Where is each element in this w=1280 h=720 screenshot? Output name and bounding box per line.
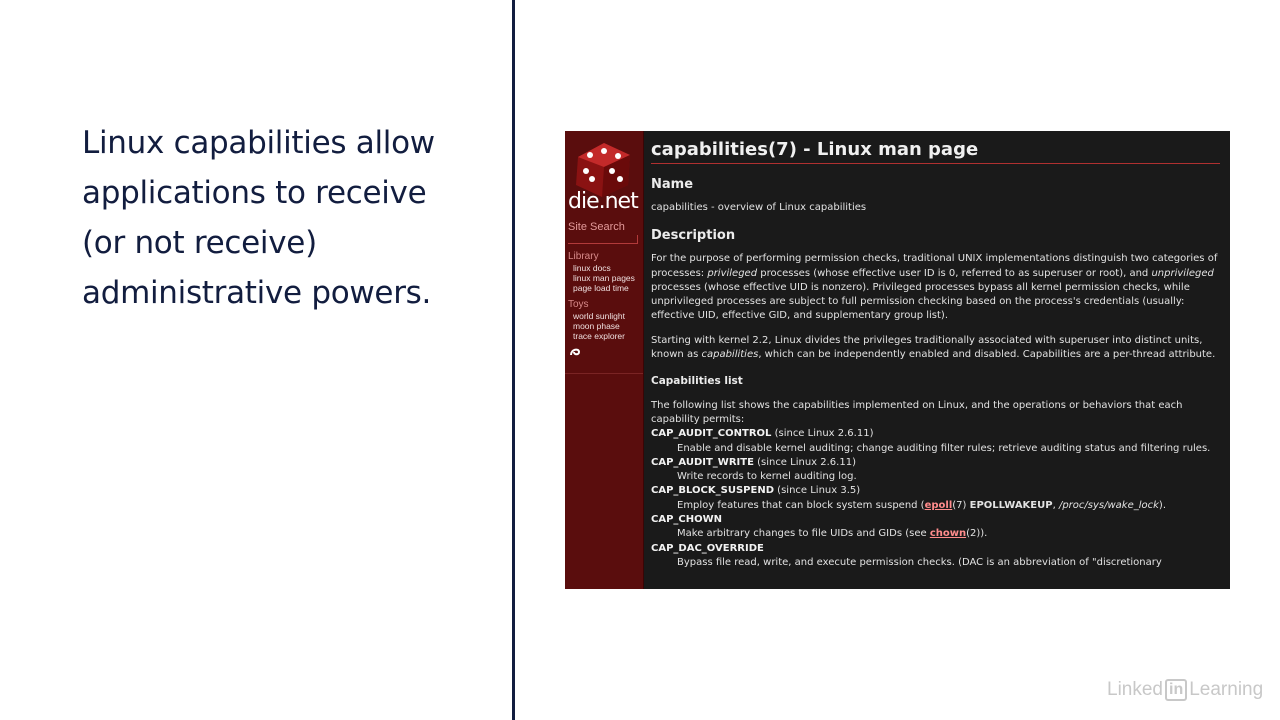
nav-link-linux-man-pages[interactable]: linux man pages — [573, 273, 635, 283]
site-search-input[interactable] — [568, 235, 638, 244]
slide-line-1: Linux capabilities allow — [82, 125, 435, 161]
nav-link-linux-docs[interactable]: linux docs — [573, 263, 611, 273]
watermark-learning: Learning — [1189, 679, 1264, 700]
cap-block-suspend-desc: Employ features that can block system suspend (epoll(7) EPOLLWAKEUP, /proc/sys/wake_lock). — [677, 499, 1167, 511]
linkedin-learning-watermark — [1107, 679, 1263, 701]
slide-text — [82, 118, 482, 318]
nav-link-moon-phase[interactable]: moon phase — [573, 321, 620, 331]
library-section-label: Library — [568, 251, 599, 262]
slide-divider — [512, 0, 515, 720]
nav-link-trace-explorer[interactable]: trace explorer — [573, 331, 625, 341]
cap-audit-control-desc: Enable and disable kernel auditing; change auditing filter rules; retrieve auditing status and filtering rules. — [677, 442, 1211, 454]
slide-line-2: applications to receive — [82, 175, 427, 211]
chown-link[interactable]: chown — [929, 528, 967, 540]
cap-audit-write-desc: Write records to kernel auditing log. — [677, 471, 857, 483]
slide-line-4: administrative powers. — [82, 275, 432, 311]
manpage-content — [644, 131, 1230, 589]
site-logo-text[interactable]: die.net — [568, 189, 638, 214]
description-paragraph-2: Starting with kernel 2.2, Linux divides the privileges traditionally associated with superuser into distinct units, known as capabilities, which can be independently enabled and disabled. Capabilities are a per-thread attribute. — [651, 334, 1216, 361]
cap-audit-write: CAP_AUDIT_WRITE (since Linux 2.6.11) — [651, 456, 856, 468]
cap-audit-control: CAP_AUDIT_CONTROL (since Linux 2.6.11) — [651, 428, 874, 440]
slide-line-3: (or not receive) — [82, 225, 317, 261]
nav-link-world-sunlight[interactable]: world sunlight — [573, 311, 625, 321]
sidebar-divider — [565, 373, 643, 374]
site-search-label: Site Search — [568, 221, 625, 233]
name-heading: Name — [651, 177, 694, 192]
description-heading: Description — [651, 228, 736, 244]
swirl-icon[interactable] — [569, 345, 581, 357]
watermark-linked: Linked — [1107, 679, 1163, 700]
cap-dac-override-desc: Bypass file read, write, and execute permission checks. (DAC is an abbreviation of "discretionary — [677, 556, 1162, 568]
page-title: capabilities(7) - Linux man page — [651, 139, 1220, 164]
capabilities-list-heading: Capabilities list — [651, 375, 743, 388]
description-paragraph-1: For the purpose of performing permission checks, traditional UNIX implementations distinguish two categories of processes: privileged processes (whose effective user ID is 0, referred to as superuser or root), and unprivileged processes (whose effective UID is nonzero). Privileged processes bypass all kernel permission checks, while unprivileged processes are subject to full permission checking based on the process's credentials (usually: effective UID, effective GID, and supplementary group list). — [651, 253, 1218, 322]
toys-section-label: Toys — [568, 299, 589, 310]
cap-block-suspend: CAP_BLOCK_SUSPEND (since Linux 3.5) — [651, 485, 861, 497]
name-text: capabilities - overview of Linux capabilities — [651, 202, 867, 213]
cap-chown: CAP_CHOWN — [651, 514, 723, 526]
linkedin-in-icon: in — [1165, 679, 1187, 701]
cap-dac-override: CAP_DAC_OVERRIDE — [651, 542, 764, 554]
nav-link-page-load-time[interactable]: page load time — [573, 283, 629, 293]
sidebar — [565, 131, 644, 589]
capabilities-list-intro: The following list shows the capabilities implemented on Linux, and the operations or behaviors that each capability permits: — [651, 399, 1183, 425]
manpage-screenshot — [565, 131, 1230, 589]
epoll-link[interactable]: epoll — [924, 499, 953, 511]
cap-chown-desc: Make arbitrary changes to file UIDs and GIDs (see chown(2)). — [677, 528, 988, 540]
